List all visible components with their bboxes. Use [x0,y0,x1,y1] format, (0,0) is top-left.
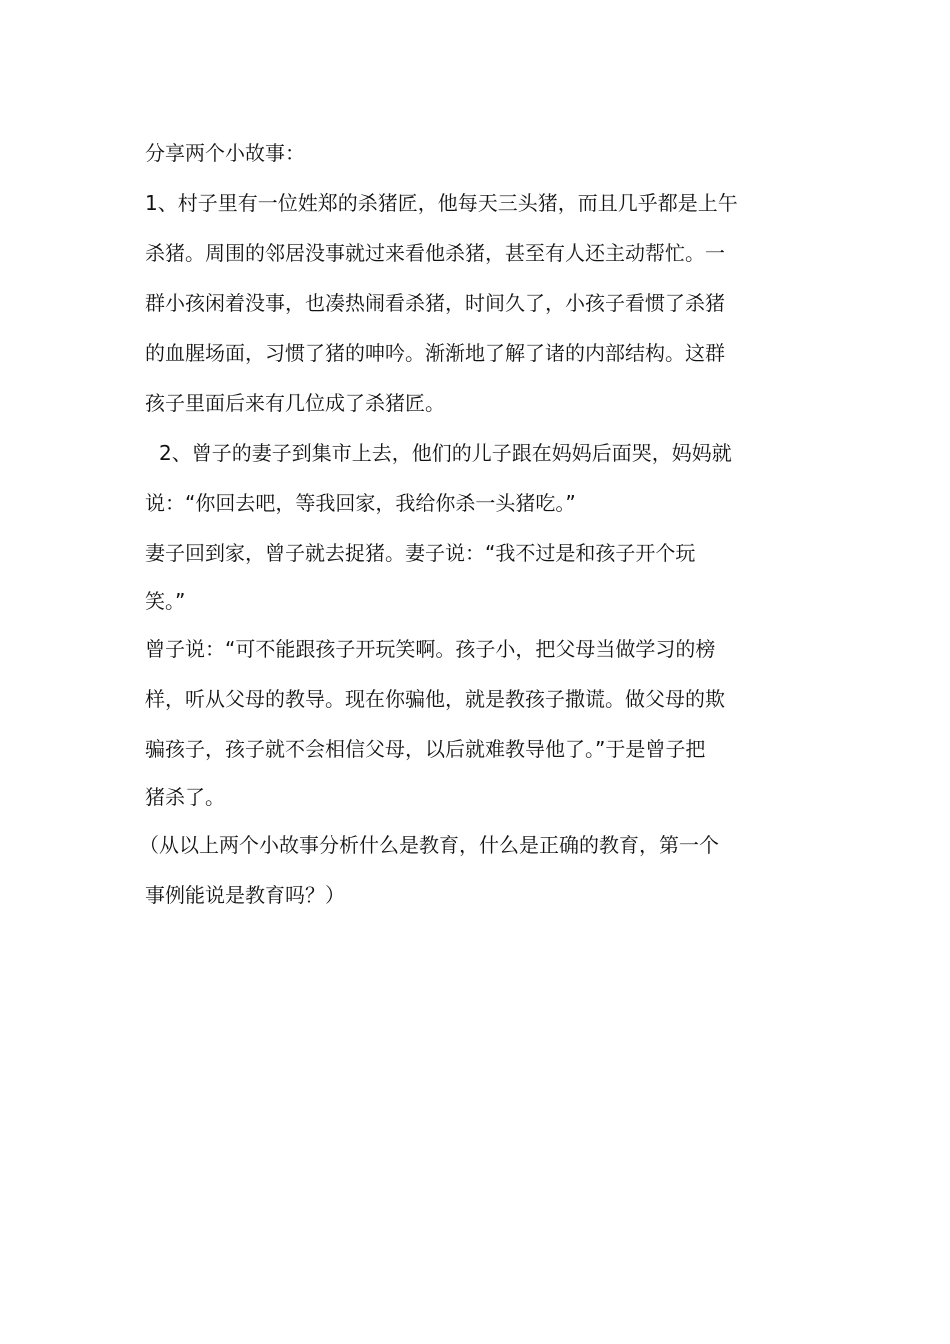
story2-line-8: 猪杀了。 [145,785,225,809]
story2-line-1: 2、曾子的妻子到集市上去，他们的儿子跟在妈妈后面哭，妈妈就 [159,441,732,465]
story2-line-6: 样，听从父母的教导。现在你骗他，就是教孩子撒谎。做父母的欺 [145,687,725,711]
story1-line-5: 孩子里面后来有几位成了杀猪匠。 [145,391,445,415]
story2-line-2: 说：“你回去吧，等我回家，我给你杀一头猪吃。” [145,491,576,515]
story1-line-2: 杀猪。周围的邻居没事就过来看他杀猪，甚至有人还主动帮忙。一 [145,241,725,265]
story1-line-3: 群小孩闲着没事，也凑热闹看杀猪，时间久了，小孩子看惯了杀猪 [145,291,725,315]
intro-heading: 分享两个小故事： [145,141,305,165]
document-body [139,128,810,920]
question-line-1: （从以上两个小故事分析什么是教育，什么是正确的教育，第一个 [139,833,719,857]
story1-line-4: 的血腥场面，习惯了猪的呻吟。渐渐地了解了诸的内部结构。这群 [145,341,725,365]
story2-line-5: 曾子说：“可不能跟孩子开玩笑啊。孩子小，把父母当做学习的榜 [145,637,716,661]
story1-line-1: 1、村子里有一位姓郑的杀猪匠，他每天三头猪，而且几乎都是上午 [145,191,738,215]
story2-line-3: 妻子回到家，曾子就去捉猪。妻子说：“我不过是和孩子开个玩 [145,541,696,565]
question-line-2: 事例能说是教育吗？） [145,883,345,907]
story2-line-7: 骗孩子，孩子就不会相信父母，以后就难教导他了。”于是曾子把 [145,737,706,761]
story2-line-4: 笑。” [145,589,186,613]
